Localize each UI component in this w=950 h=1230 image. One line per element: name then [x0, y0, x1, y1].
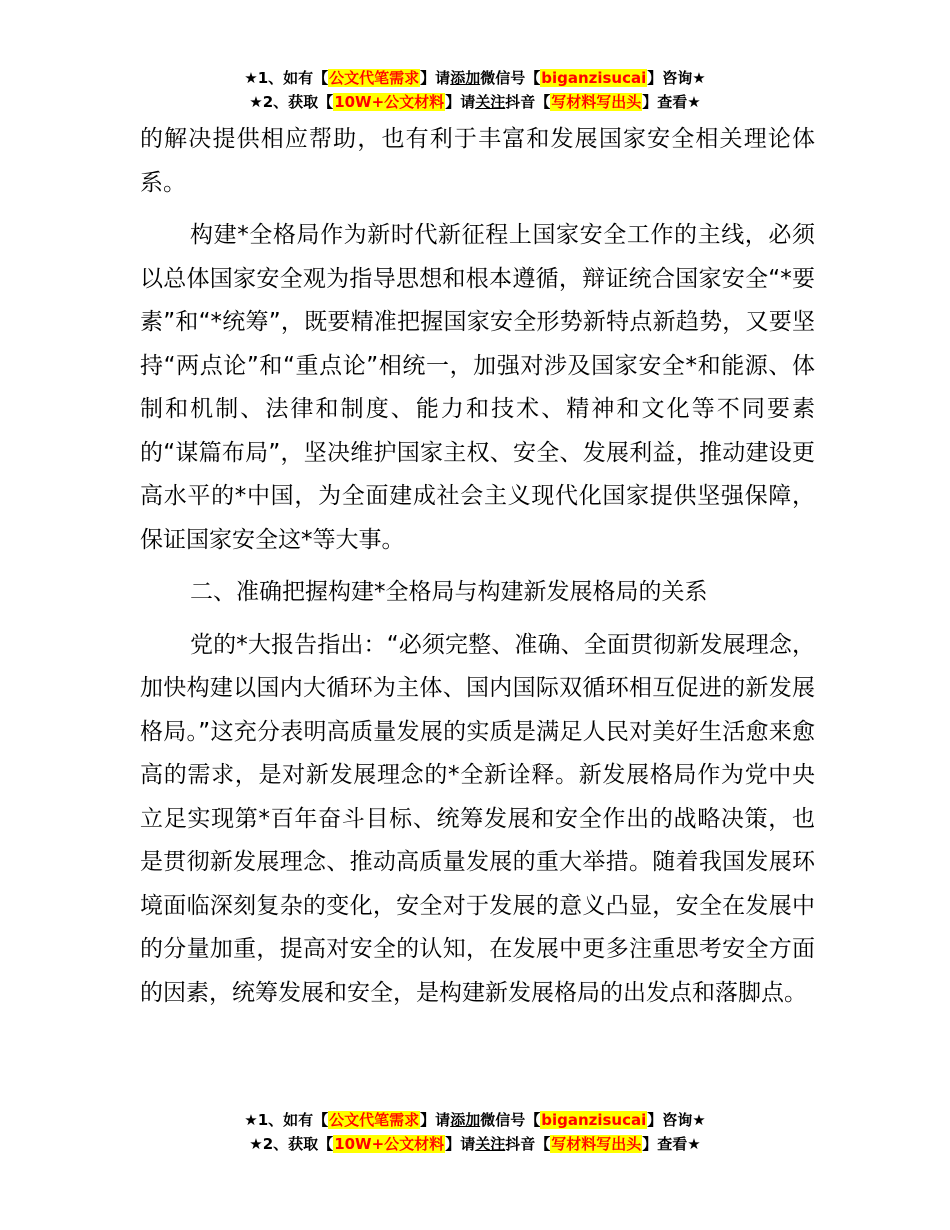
banner-highlight: 写材料写出头 — [551, 93, 642, 111]
banner-highlight: biganzisucai — [541, 69, 647, 87]
banner-line-1 — [0, 1108, 950, 1132]
banner-highlight: biganzisucai — [541, 1111, 647, 1129]
banner-text: 微信号【 — [480, 1111, 541, 1129]
banner-text: 】请 — [445, 1135, 476, 1153]
banner-text: 】请 — [445, 93, 476, 111]
paragraph: 党的*大报告指出：“必须完整、准确、全面贯彻新发展理念，加快构建以国内大循环为主体、国内国际双循环相互促进的新发展格局。”这充分表明高质量发展的实质是满足人民对美好生活愈来愈高的需求，是对新发展理念的*全新诠释。新发展格局作为党中央立足实现第*百年奋斗目标、统筹发展和安全作出的战略决策，也是贯彻新发展理念、推动高质量发展的重大举措。随着我国发展环境面临深刻复杂的变化，安全对于发展的意义凸显，安全在发展中的分量加重，提高对安全的认知，在发展中更多注重思考安全方面的因素，统筹发展和安全，是构建新发展格局的出发点和落脚点。 — [140, 631, 815, 1006]
section-heading: 二、准确把握构建*全格局与构建新发展格局的关系 — [190, 579, 708, 605]
banner-line-2 — [0, 1132, 950, 1156]
banner-text: 微信号【 — [480, 69, 541, 87]
banner-text: 】查看★ — [642, 1135, 701, 1153]
header-banner — [0, 66, 950, 114]
banner-highlight: 公文代笔需求 — [329, 69, 420, 87]
banner-highlight: 10W+公文材料 — [334, 1135, 445, 1153]
banner-text: ★1、如有【 — [244, 1111, 329, 1129]
banner-line-1 — [0, 66, 950, 90]
banner-underlined-text: 添加 — [450, 69, 481, 87]
paragraph: 构建*全格局作为新时代新征程上国家安全工作的主线，必须以总体国家安全观为指导思想和根本遵循，辩证统合国家安全“*要素”和“*统筹”，既要精准把握国家安全形势新特点新趋势，又要坚持“两点论”和“重点论”相统一，加强对涉及国家安全*和能源、体制和机制、法律和制度、能力和技术、精神和文化等不同要素的“谋篇布局”，坚决维护国家主权、安全、发展利益，推动建设更高水平的*中国，为全面建成社会主义现代化国家提供坚强保障，保证国家安全这*等大事。 — [140, 222, 815, 553]
banner-highlight: 写材料写出头 — [551, 1135, 642, 1153]
banner-line-2 — [0, 90, 950, 114]
banner-text: ★2、获取【 — [249, 93, 334, 111]
banner-text: 】咨询★ — [647, 1111, 706, 1129]
banner-text: 】请 — [420, 1111, 451, 1129]
banner-text: ★2、获取【 — [249, 1135, 334, 1153]
banner-underlined-text: 关注 — [475, 1135, 506, 1153]
banner-text: 】咨询★ — [647, 69, 706, 87]
banner-text: ★1、如有【 — [244, 69, 329, 87]
banner-text: 】查看★ — [642, 93, 701, 111]
banner-highlight: 公文代笔需求 — [329, 1111, 420, 1129]
banner-text: 抖音【 — [505, 93, 551, 111]
banner-highlight: 10W+公文材料 — [334, 93, 445, 111]
banner-text: 】请 — [420, 69, 451, 87]
paragraph-continuation: 的解决提供相应帮助，也有利于丰富和发展国家安全相关理论体系。 — [140, 126, 815, 196]
banner-underlined-text: 关注 — [475, 93, 506, 111]
banner-underlined-text: 添加 — [450, 1111, 481, 1129]
footer-banner — [0, 1108, 950, 1156]
banner-text: 抖音【 — [505, 1135, 551, 1153]
document-body — [140, 118, 815, 1015]
